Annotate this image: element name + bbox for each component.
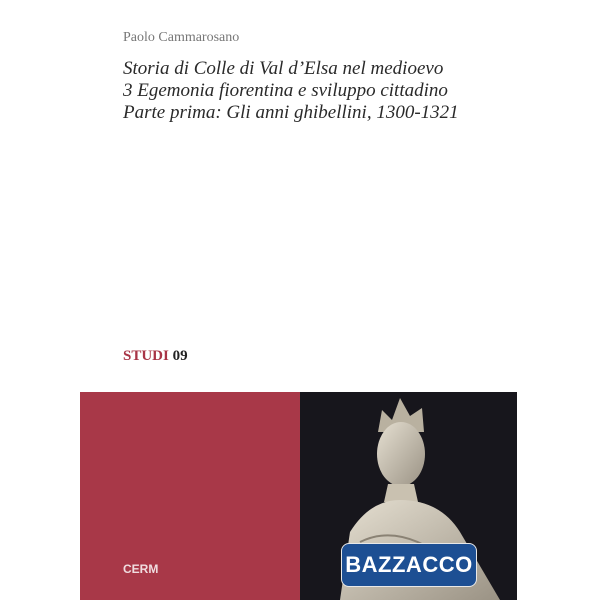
publisher-logo: CERM <box>123 562 159 576</box>
watermark-badge: BAZZACCO <box>341 543 477 587</box>
subtitle-line: 3 Egemonia fiorentina e sviluppo cittadino <box>123 80 448 101</box>
red-panel <box>80 392 300 600</box>
author-name: Paolo Cammarosano <box>123 30 240 45</box>
title-line: Storia di Colle di Val d’Elsa nel medioevo <box>123 58 444 79</box>
series-name: STUDI <box>123 348 169 364</box>
book-title <box>123 58 459 124</box>
series-number: 09 <box>172 348 188 364</box>
series-label <box>123 348 188 365</box>
subtitle-line: Parte prima: Gli anni ghibellini, 1300-1321 <box>123 102 459 123</box>
